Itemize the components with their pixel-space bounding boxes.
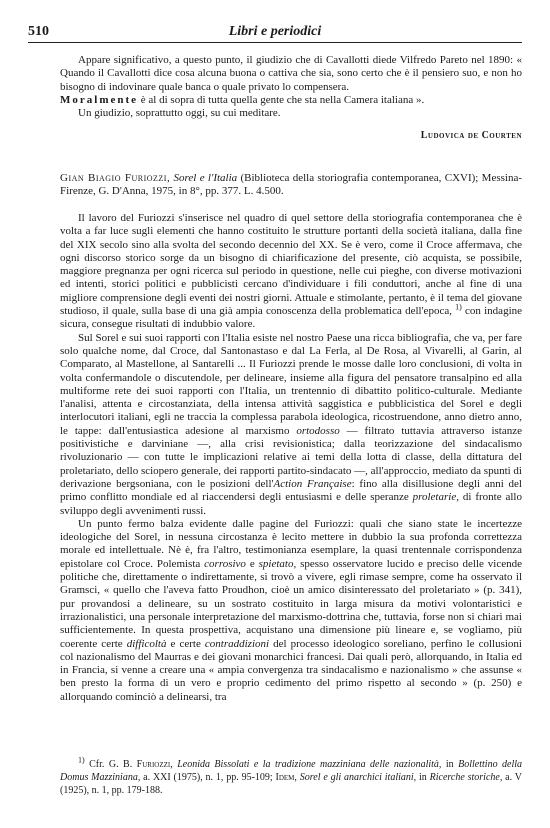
book-citation [60,172,522,199]
previous-review-closing: Un giudizio, soprattutto oggi, su cui meditare. [78,107,281,120]
body-paragraph-3: Un punto fermo balza evidente dalle pagine del Furiozzi: quali che siano state le incertezze ideologiche del Sorel, in nessuna circostanza è lecito mettere in dubbio la sua profonda correttezza morale ed intellettuale. Nè è, fra l'altro, testimonianza esemplare, la quasi trentennale corrispondenza epistolare col Croce. Polemista corrosivo e spietato, spesso osservatore lucido e preciso delle vicende politiche che, direttamente o indirettamente, si trovò a vivere, egli rimase sempre, come ha osservato il Gramsci, « quello che l'aveva fatto Proudhon, cioè un amico disinteressato del proletariato » (p. 341), pur provandosi a delineare, su un sostrato costituito in larga misura da motivi volontaristici e irrazionalistici, una personale interpretazione del marxismo-dottrina che, tuttavia, forse non si chiarì mai sufficientemente. In questa prospettiva, acquistano una dimensione più lineare e, se vogliamo, più coerente certe difficoltà e certe contraddizioni del processo ideologico soreliano, perfino le collusioni col nazionalismo del Maurras e dei giovani monarchici francesi. Dai quali però, allorquando, in Italia ed in Francia, si venne a creare una « ampia convergenza tra sindacalismo e nazionalismo » che assunse « ben presto la forma di un vero e proprio cedimento del primo rispetto al secondo » (p. 250) e allorquando cominciò a delinearsi, tra [60,517,522,703]
review-body [60,212,522,704]
pareto-quote-end: è al di sopra di tutta quella gente che sta nella Camera italiana ». [138,93,425,106]
pareto-quote: Appare significativo, a questo punto, il giudizio che di Cavallotti diede Vilfredo Pareto nel 1890: « Quando il Cavallotti dice cosa alcuna buona o cattiva che sia, sono certo che è il pensiero suo, e non ho bisogno di indovinare quale banca o quale privato lo compensera. [60,54,522,93]
footnote-marker: 1) [78,755,85,765]
citation-title: Sorel e l'Italia [173,172,238,184]
citation-details: (Biblioteca della storiografia contemporanea, CXVI); Messina-Firenze, G. D'Anna, 1975, in 8°, pp. 377. L. 4.500. [60,172,522,198]
running-head: Libri e periodici [228,24,322,39]
previous-review-ending [60,54,522,120]
previous-review-paragraph-cont [60,94,522,107]
previous-review-paragraph [60,54,522,94]
header-rule [28,42,522,43]
spaced-emphasis: Moralmente [60,93,139,106]
page-number: 510 [28,24,49,39]
citation-author: Gian Biagio Furiozzi, [60,172,171,184]
footnote-text: $^{1)}$ Cfr. G. B. Furiozzi, Leonida Bissolati e la tradizione mazziniana delle nazionalità, in Bollettino della Domus Mazziniana, a. XXI (1975), n. 1, pp. 95-109; Idem, Sorel e gli anarchici italiani, in Ricerche storiche, a. V (1925), n. 1, pp. 179-188. [60,755,523,796]
body-paragraph-2: Sul Sorel e sui suoi rapporti con l'Italia esiste nel nostro Paese una ricca bibliografia, che va, per fare solo qualche nome, dal Croce, dal Santonastaso e dal La Ferla, al De Rosa, al Vivarelli, al Garin, al Comparato, al Mastellone, al Santarelli ... Il Furiozzi prende le mosse dalle loro conclusioni, di volta in volta confermandole o discutendole, per delineare, insieme alla figura del pensatore transalpino ed alla multiforme rete dei suoi rapporti con l'Italia, un trentennio di dibattito politico-culturale. Mediante l'analisi, attenta e circostanziata, della intensa attività saggistica e pubblicistica del Sorel e degli interlocutori italiani, egli ne traccia la complessa parabola ideologica, ricostruendone, anno dietro anno, le tappe: dall'entusiastica adesione al marxismo ortodosso — filtrato tuttavia attraverso istanze positivistiche e darviniane —, alla crisi revisionistica; dalla teorizzazione del sindacalismo rivoluzionario — con tutte le implicazioni relative ai temi della lotta di classe, della dittatura del proletariato, dello sciopero generale, dei rapporti partito-sindacato —, all'approccio, mediato da spunti di derivazione bergsoniana, con le posizioni dell'Action Française: fino alla disillusione degli anni del primo conflitto mondiale ed al riaccendersi degli entusiasmi e delle speranze proletarie, di fronte allo sviluppo degli avvenimenti russi. [60,331,522,517]
footnote-ref: 1) [455,302,462,312]
footnote [60,755,523,797]
page-header [28,24,522,42]
reviewer-signature: Ludovica de Courten [420,130,522,141]
body-paragraph-1: Il lavoro del Furiozzi s'inserisce nel quadro di quel settore della storiografia contemporanea che è volta a far luce sugli elementi che hanno costituito le strutture portanti della società italiana, dalla fine del XIX secolo sino alla svolta del secondo decennio del XX. Se è vero, come il Croce affermava, che ogni discorso storico sorge da un bisogno di chiarificazione del presente, ciò acquista, se possibile, maggiore pregnanza per ogni ricerca sul periodo in questione, nelle cui pieghe, con diverse motivazioni ed intenti, storici politici e pubblicisti cercano d'individuare i fili conduttori, anche al fine di una migliore comprensione degli eventi dei nostri giorni. Attuale e stimolante, pertanto, è il tema del giovane studioso, il quale, sulla base di una già ampia conoscenza della problematica dell'epoca, $^{1)}$ con indagine sicura, consegue risultati di indubbio valore. [60,212,523,331]
